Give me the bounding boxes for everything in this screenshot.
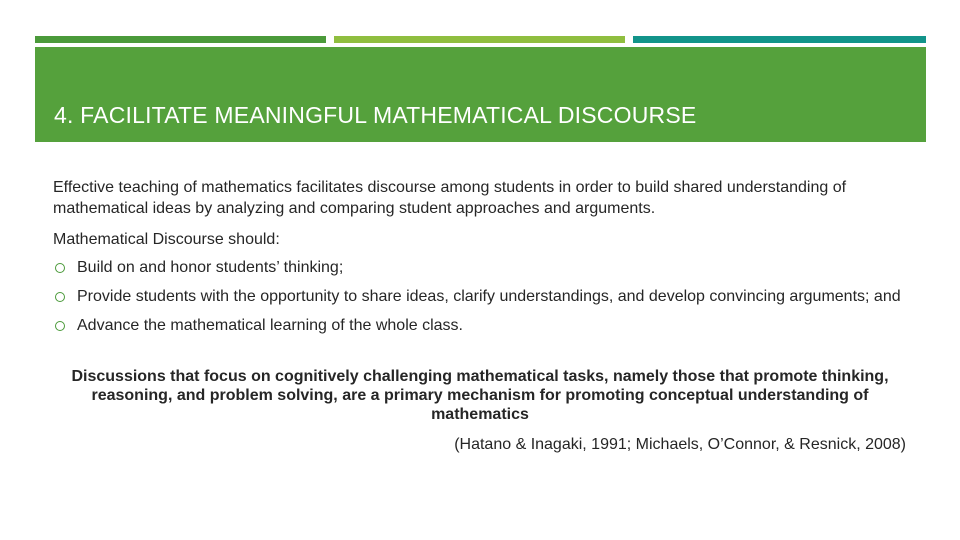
accent-bar-green <box>35 36 326 43</box>
circle-bullet-icon <box>55 263 65 273</box>
intro-paragraph: Effective teaching of mathematics facilitates discourse among students in order to build shared understanding of mathematical ideas by analyzing and comparing student approaches and arguments. <box>53 179 847 217</box>
top-accent-bars <box>35 36 926 43</box>
accent-bar-teal <box>633 36 926 43</box>
title-band <box>35 47 926 142</box>
bullet-item <box>53 316 913 336</box>
circle-bullet-icon <box>55 292 65 302</box>
quote-text: Discussions that focus on cognitively challenging mathematical tasks, namely those that promote thinking, reasoning, and problem solving, are a primary mechanism for promoting conceptual understanding of mathematics <box>71 368 889 423</box>
bullet-list <box>53 258 913 336</box>
bullet-item <box>53 258 913 278</box>
bullet-text: Build on and honor students’ thinking; <box>77 259 344 276</box>
slide-title: 4. FACILITATE MEANINGFUL MATHEMATICAL DISCOURSE <box>54 102 697 128</box>
accent-bar-lime <box>334 36 625 43</box>
slide-body <box>53 177 913 345</box>
bullet-text: Provide students with the opportunity to share ideas, clarify understandings, and develop convincing arguments; and <box>77 288 901 305</box>
bullet-text: Advance the mathematical learning of the whole class. <box>77 317 463 334</box>
lead-text: Mathematical Discourse should: <box>53 231 280 248</box>
citation-text: (Hatano & Inagaki, 1991; Michaels, O’Connor, & Resnick, 2008) <box>454 436 906 453</box>
bullet-item <box>53 287 913 307</box>
circle-bullet-icon <box>55 321 65 331</box>
